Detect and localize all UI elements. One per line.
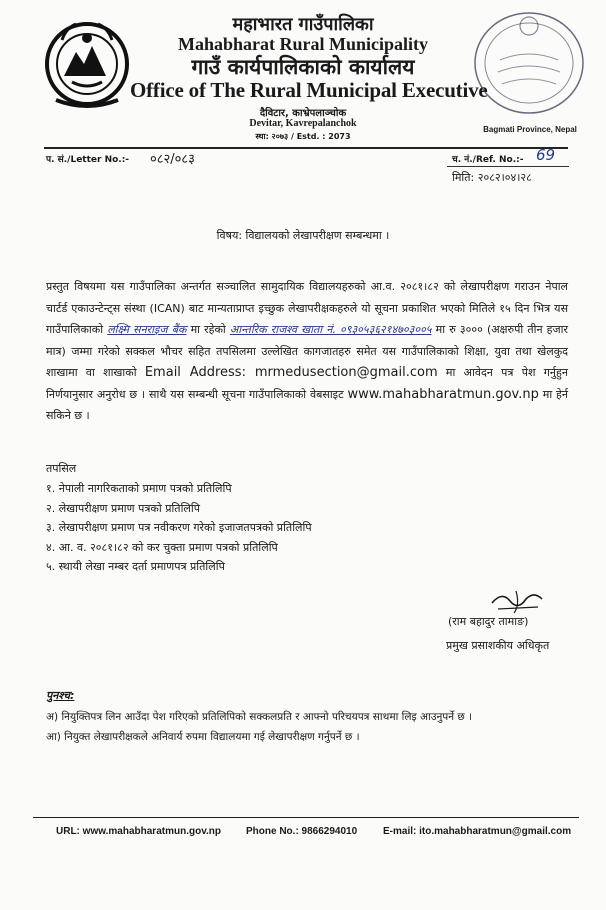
signer-title: प्रमुख प्रसाशकीय अधिकृत xyxy=(446,639,550,652)
province-label: Bagmati Province, Nepal xyxy=(483,125,577,134)
body-text-5: मा हेर्न सकिने छ । xyxy=(46,387,569,422)
body-text-4: मा आवेदन पत्र पेश गर्नुहुन निर्णयानुसार अनुरोध छ । साथै यस सम्बन्धी सूचना गाउँपालिकाको वेबसाइट xyxy=(46,366,568,401)
body-text-1: प्रस्तुत विषयमा यस गाउँपालिका अन्तर्गत सञ्चालित सामुदायिक विद्यालयहरुको आ.व. २०८१।८२ को लेखापरीक्षण गराउन नेपाल चार्टर्ड एकाउन्टेन्ट्स संस्था (ICAN) बाट मान्यताप्राप्त इच्छुक लेखापरीक्षकहरुले यो सूचना प्रकाशित भएको मितिले १५ दिन भित्र यस गाउँपालिकाको xyxy=(46,280,568,336)
ref-no-value: 69 xyxy=(536,146,556,164)
letter-date: मिति: २०८२।०४।२८ xyxy=(452,171,532,184)
postscript-label: पुनश्च: xyxy=(46,689,75,702)
list-item: ५. स्थायी लेखा नम्बर दर्ता प्रमाणपत्र प्रतिलिपि xyxy=(46,560,225,573)
address-en: Devitar, Kavrepalanchok xyxy=(249,118,357,129)
list-item: १. नेपाली नागरिकताको प्रमाण पत्रको प्रतिलिपि xyxy=(46,482,232,495)
list-item: अ) नियुक्तिपत्र लिन आउँदा पेश गरिएको प्रतिलिपिको सक्कलप्रति र आफ्नो परिचयपत्र साथमा लिइ आउनुपर्ने छ । xyxy=(46,711,473,723)
established-year: स्था: २०७३ / Estd. : 2073 xyxy=(255,132,351,141)
bank-name: लक्ष्मि सनराइज बैंक xyxy=(107,323,187,336)
footer-divider xyxy=(33,817,579,818)
list-item: आ) नियुक्त लेखापरीक्षकले अनिवार्य रुपमा विद्यालयमा गई लेखापरीक्षण गर्नुपर्ने छ । xyxy=(46,731,360,743)
postscript-list xyxy=(46,707,472,747)
executive-title-en: Office of The Rural Municipal Executive xyxy=(130,78,488,102)
ref-divider xyxy=(447,166,569,167)
office-name-np: महाभारत गाउँपालिका xyxy=(232,14,374,35)
bank-account: आन्तरिक राजश्व खाता नं. ०९३०५३६२१४७०३००५ xyxy=(229,323,432,336)
executive-title-np: गाउँ कार्यपालिकाको कार्यालय xyxy=(191,55,415,79)
letter-no-label: प. सं./Letter No.:- xyxy=(46,155,130,165)
body-paragraph xyxy=(46,276,568,427)
list-item: २. लेखापरीक्षण प्रमाण पत्रको प्रतिलिपि xyxy=(46,501,200,515)
email-address: Email Address: mrmedusection@gmail.com xyxy=(144,365,438,380)
attachments-list xyxy=(46,479,312,577)
letter-no-value: ०८२/०८३ xyxy=(150,152,195,167)
footer-email: E-mail: ito.mahabharatmun@gmail.com xyxy=(383,826,572,837)
list-item: ४. आ. व. २०८१।८२ को कर चुक्ता प्रमाण पत्रको प्रतिलिपि xyxy=(46,540,278,554)
letter-subject: विषय: विद्यालयको लेखापरीक्षण सम्बन्धमा । xyxy=(216,229,390,242)
attachments-title: तपसिल xyxy=(46,462,77,475)
body-text-2: मा रहेको xyxy=(190,323,226,336)
signature-mark xyxy=(488,585,548,617)
header-divider xyxy=(44,147,568,149)
office-seal-stamp xyxy=(470,8,588,118)
address-np: दैविटार, काभ्रेपलाञ्चोक xyxy=(259,108,347,119)
list-item: ३. लेखापरीक्षण प्रमाण पत्र नवीकरण गरेको इजाजतपत्रको प्रतिलिपि xyxy=(46,521,312,534)
signer-name: (राम बहादुर तामाङ) xyxy=(448,615,529,628)
office-name-en: Mahabharat Rural Municipality xyxy=(177,34,428,54)
footer-phone: Phone No.: 9866294010 xyxy=(246,826,358,837)
nepal-emblem-icon xyxy=(42,14,132,114)
website-url: www.mahabharatmun.gov.np xyxy=(347,386,539,402)
body-text-3: मा रु ३००० (अक्षरुपी तीन हजार मात्र) जम्मा गरेको सक्कल भौचर सहित तपसिलमा उल्लेखित कागजातहरु समेत यस गाउँपालिकाको शिक्षा, युवा तथा खेलकुद शाखामा वा शाखाको xyxy=(46,323,569,379)
footer-url: URL: www.mahabharatmun.gov.np xyxy=(56,826,222,837)
ref-no-label: च. नं./Ref. No.:- xyxy=(452,155,524,165)
